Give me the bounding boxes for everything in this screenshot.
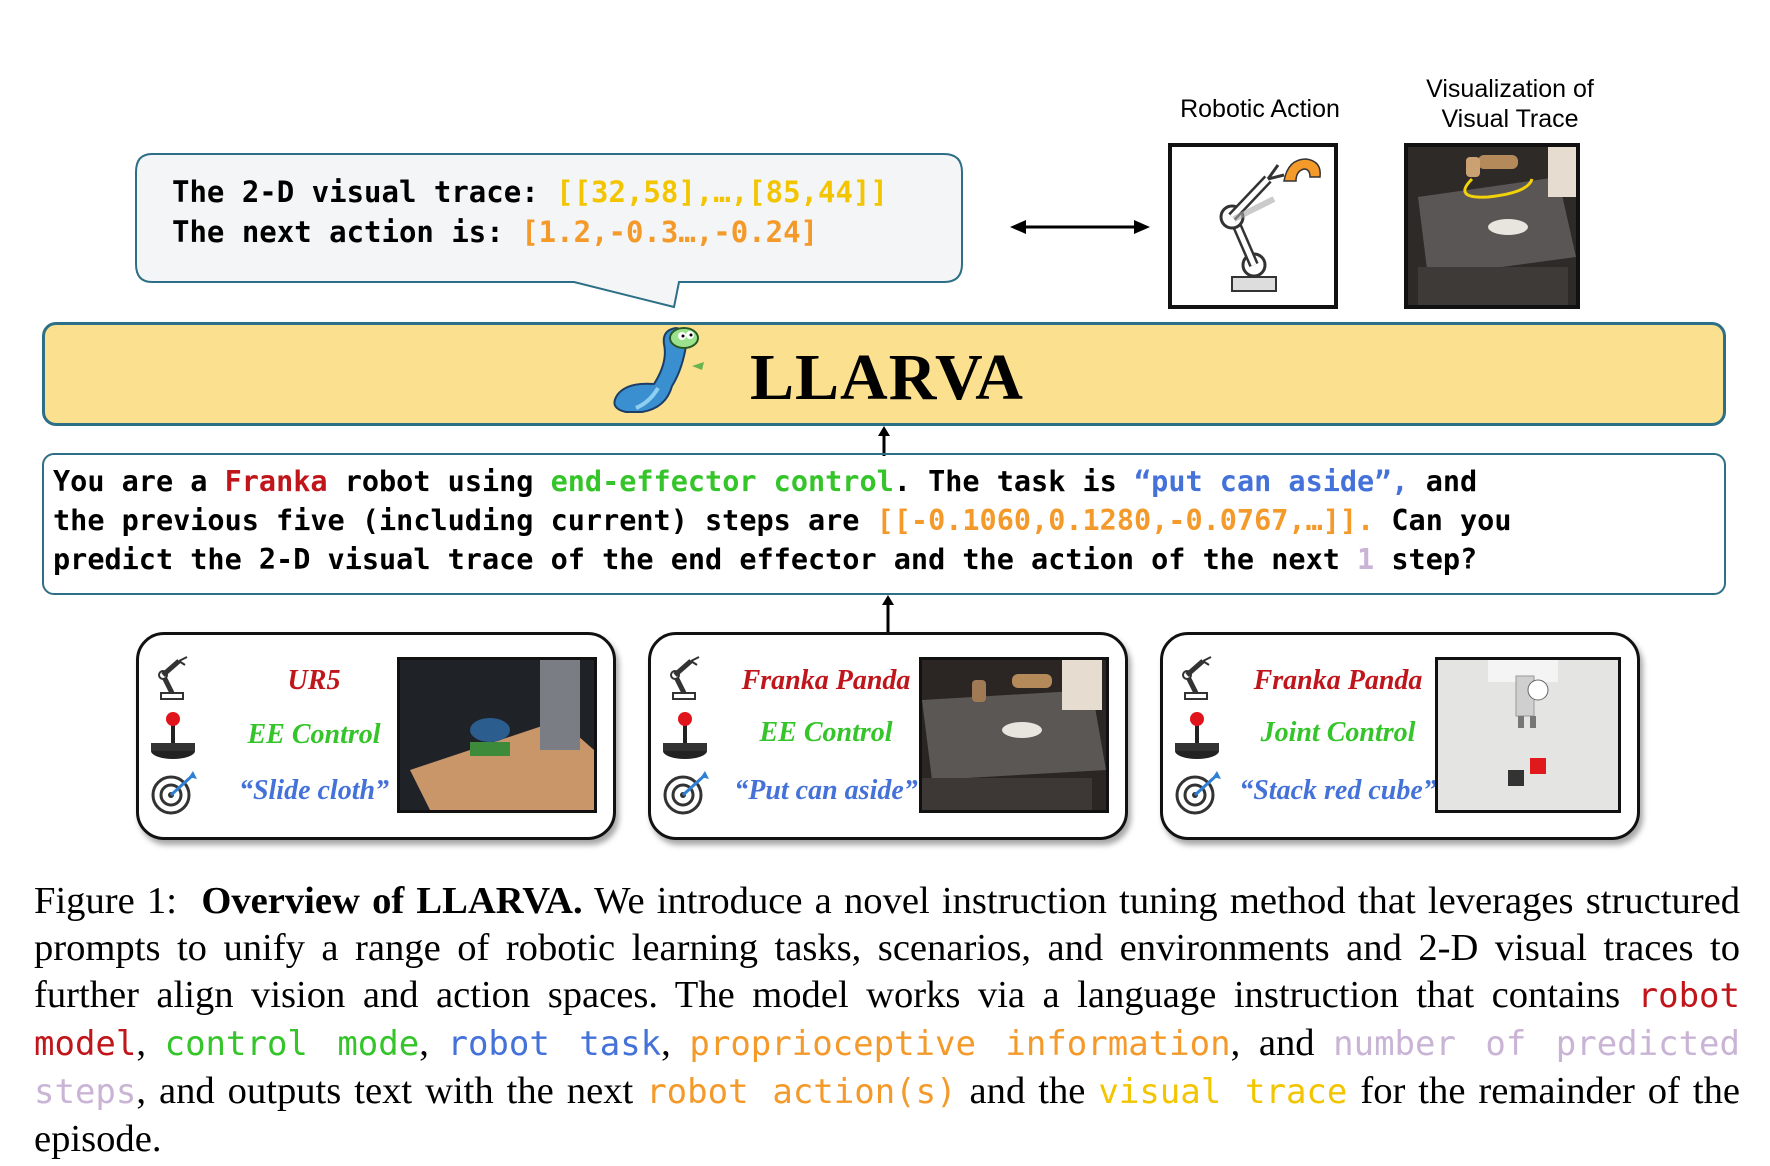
caption-robot-actions: robot action(s)	[646, 1072, 957, 1112]
target-icon	[149, 769, 199, 819]
card-robot-task: “Stack red cube”	[1239, 775, 1437, 806]
scenario-card-franka-joint	[1160, 632, 1640, 840]
caption-label: Figure 1:	[34, 880, 177, 922]
scenario-photo	[397, 657, 597, 813]
prompt-text-7: predict the 2-D visual trace of the end effector and the action of the next	[53, 543, 1358, 576]
robot-arm-icon	[661, 653, 711, 703]
caption-num-steps: number of predicted steps	[34, 1024, 1740, 1112]
card-robot-task: “Put can aside”	[734, 775, 918, 806]
joystick-icon	[1173, 709, 1223, 761]
bidirectional-arrow	[1010, 215, 1150, 239]
caption-title: Overview of LLARVA.	[201, 880, 583, 922]
instruction-prompt-text	[53, 462, 1512, 579]
card-control-mode: Joint Control	[1260, 717, 1416, 748]
prompt-text-8: step?	[1374, 543, 1478, 576]
caption-text-4: for the remainder of the episode.	[34, 1070, 1741, 1160]
arrow-up-to-prompt	[880, 595, 896, 633]
robotic-action-label: Robotic Action	[1180, 95, 1340, 123]
caption-text-2: , and outputs text with the next	[136, 1070, 647, 1112]
scenario-card-franka-ee	[648, 632, 1128, 840]
joystick-icon	[661, 709, 711, 761]
card-robot-model: Franka Panda	[741, 665, 911, 696]
target-icon	[1173, 769, 1223, 819]
robot-arm-icon	[1172, 147, 1334, 305]
robot-arm-icon	[1173, 653, 1223, 703]
prompt-text-5: the previous five (including current) steps are	[53, 504, 877, 537]
visual-trace-label-line2: Visual Trace	[1441, 105, 1579, 133]
caption-proprio: proprioceptive information	[689, 1024, 1231, 1064]
trace-prefix: The 2-D visual trace:	[172, 175, 557, 209]
prompt-text-3: . The task is	[893, 465, 1134, 498]
caption-control-mode: control mode	[164, 1024, 420, 1064]
prompt-proprio: [[-0.1060,0.1280,-0.0767,…]].	[876, 504, 1375, 537]
card-robot-model: Franka Panda	[1253, 665, 1423, 696]
scenario-photo	[1435, 657, 1621, 813]
prompt-robot-task: “put can aside”,	[1134, 465, 1409, 498]
card-control-mode: EE Control	[247, 719, 381, 750]
caption-robot-model: robot model	[34, 976, 1740, 1064]
prompt-text-2: robot using	[327, 465, 551, 498]
model-title: LLARVA	[750, 341, 1024, 414]
arrow-up-to-model	[876, 426, 892, 456]
caption-sep-2: ,	[419, 1022, 448, 1064]
prompt-text-4: and	[1408, 465, 1478, 498]
prompt-robot-model: Franka	[224, 465, 328, 498]
scenario-card-ur5	[136, 632, 616, 840]
robot-arm-icon	[149, 653, 199, 703]
llarva-mascot-icon	[606, 326, 706, 422]
action-value: [1.2,-0.3…,-0.24]	[521, 215, 819, 249]
output-text	[172, 172, 888, 252]
caption-text-3: and the	[956, 1070, 1099, 1112]
prompt-num-steps: 1	[1357, 543, 1375, 576]
target-icon	[661, 769, 711, 819]
caption-visual-trace: visual trace	[1098, 1072, 1348, 1112]
caption-sep-3: ,	[661, 1022, 690, 1064]
action-prefix: The next action is:	[172, 215, 522, 249]
prompt-text-6: Can you	[1374, 504, 1512, 537]
card-robot-model: UR5	[287, 665, 341, 696]
card-robot-task: “Slide cloth”	[238, 775, 390, 806]
prompt-text-1: You are a	[53, 465, 225, 498]
caption-robot-task: robot task	[447, 1024, 662, 1064]
prompt-control-mode: end-effector control	[550, 465, 894, 498]
caption-sep-1: ,	[136, 1022, 165, 1064]
visual-trace-image	[1404, 143, 1580, 309]
figure-caption	[34, 878, 1740, 1163]
visual-trace-label	[1400, 74, 1620, 134]
scenario-photo	[919, 657, 1109, 813]
card-control-mode: EE Control	[759, 717, 893, 748]
robotic-action-image	[1168, 143, 1338, 309]
joystick-icon	[149, 709, 199, 761]
caption-sep-4: , and	[1230, 1022, 1334, 1064]
visual-trace-label-line1: Visualization of	[1426, 75, 1594, 103]
caption-text-1: We introduce a novel instruction tuning method that leverages structured prompts to unify a range of robotic learning tasks, scenarios, and environments and 2-D visual traces to further align vision and action spaces. The model works via a language instruction that contains	[34, 880, 1740, 1016]
trace-value: [[32,58],…,[85,44]]	[556, 175, 888, 209]
